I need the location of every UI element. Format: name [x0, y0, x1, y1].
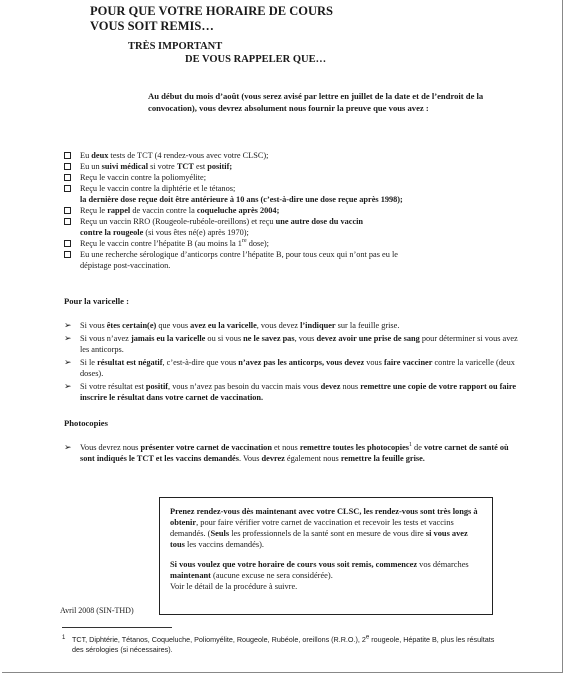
checkbox[interactable] — [64, 163, 71, 170]
footnote-divider — [62, 627, 172, 628]
photocopies-list — [64, 442, 519, 466]
requirements-checklist — [64, 150, 504, 271]
checklist-item: Reçu le vaccin contre la poliomyélite; — [64, 172, 504, 183]
checklist-item: Eu deux tests de TCT (4 rendez-vous avec votre CLSC); — [64, 150, 504, 161]
arrow-bullet-icon: ➢ — [64, 442, 72, 452]
checklist-continuation: contre la rougeole (si vous êtes né(e) après 1970); — [80, 228, 249, 237]
checkbox[interactable] — [64, 251, 71, 258]
footnote: 1 TCT, Diphtérie, Tétanos, Coqueluche, Poliomyélite, Rougeole, Rubéole, oreillons (R.R.O.), 2e rougeole, Hépatite B, plus les résultats des sérologies (si nécessaires). — [62, 634, 495, 654]
list-item: ➢ Si vous êtes certain(e) que vous avez eu la varicelle, vous devez l’indiquer sur la feuille grise. — [64, 320, 400, 330]
notice-paragraph: Si vous voulez que votre horaire de cours vous soit remis, commencez vos démarches maintenant (aucune excuse ne sera considérée). Voir le détail de la procédure à suivre. — [170, 560, 469, 591]
checklist-item: Reçu un vaccin RRO (Rougeole-rubéole-oreillons) et reçu une autre dose du vaccin — [64, 216, 504, 227]
list-item: ➢ Si vous n’avez jamais eu la varicelle ou si vous ne le savez pas, vous devez avoir une prise de sang pour déterminer si vous avez les anticorps. — [64, 333, 518, 354]
notice-paragraph: Prenez rendez-vous dès maintenant avec votre CLSC, les rendez-vous sont très longs à obtenir, pour faire vérifier votre carnet de vaccination et recevoir les tests et vaccins demandés. (Seuls les professionnels de la santé sont en mesure de vous dire si vous avez tous les vaccins demandés). — [170, 507, 478, 549]
subtitle: TRÈS IMPORTANT DE VOUS RAPPELER QUE… — [128, 41, 327, 65]
checklist-item: Reçu le rappel de vaccin contre la coqueluche après 2004; — [64, 205, 504, 216]
page-title: POUR QUE VOTRE HORAIRE DE COURS VOUS SOIT REMIS… — [90, 4, 333, 33]
list-item: ➢ Si votre résultat est positif, vous n’avez pas besoin du vaccin mais vous devez nous remettre une copie de votre rapport ou faire inscrire le résultat dans votre carnet de vaccination. — [64, 381, 517, 402]
footnote-ref: 1 — [62, 635, 66, 641]
checkbox[interactable] — [64, 240, 71, 247]
checklist-continuation: dépistage post-vaccination. — [80, 261, 171, 270]
list-item: ➢ Vous devrez nous présenter votre carnet de vaccination et nous remettre toutes les photocopies$^1$ de votre carnet de santé où sont indiqués le TCT et les vaccins demandés. Vous devrez également nous remettre la feuille grise. — [64, 442, 509, 463]
checklist-item: Reçu le vaccin contre l’hépatite B (au moins la 1re dose); — [64, 238, 504, 249]
varicelle-heading: Pour la varicelle : — [64, 296, 129, 306]
checklist-item: Eu une recherche sérologique d’anticorps contre l’hépatite B, pour tous ceux qui n’ont pas eu le — [64, 249, 504, 260]
varicelle-list — [64, 320, 519, 405]
checkbox[interactable] — [64, 207, 71, 214]
checkbox[interactable] — [64, 174, 71, 181]
checkbox[interactable] — [64, 152, 71, 159]
arrow-bullet-icon: ➢ — [64, 357, 72, 367]
list-item: ➢ Si le résultat est négatif, c’est-à-dire que vous n’avez pas les anticorps, vous devez vous faire vacciner contre la varicelle (deux doses). — [64, 357, 515, 378]
checklist-continuation: la dernière dose reçue doit être antérieure à 10 ans (c’est-à-dire une dose reçue après 1998); — [80, 195, 403, 204]
checkbox[interactable] — [64, 185, 71, 192]
important-notice-box — [159, 497, 493, 615]
arrow-bullet-icon: ➢ — [64, 333, 72, 343]
checklist-item: Eu un suivi médical si votre TCT est positif; — [64, 161, 504, 172]
checkbox[interactable] — [64, 218, 71, 225]
intro-paragraph: Au début du mois d’août (vous serez avisé par lettre en juillet de la date et de l’endroit de la convocation), vous devrez absolument nous fournir la preuve que vous avez : — [148, 91, 484, 113]
checklist-item: Reçu le vaccin contre la diphtérie et le tétanos; — [64, 183, 504, 194]
arrow-bullet-icon: ➢ — [64, 381, 72, 391]
document-date: Avril 2008 (SIN-THD) — [60, 606, 134, 615]
photocopies-heading: Photocopies — [64, 418, 108, 428]
arrow-bullet-icon: ➢ — [64, 320, 72, 330]
